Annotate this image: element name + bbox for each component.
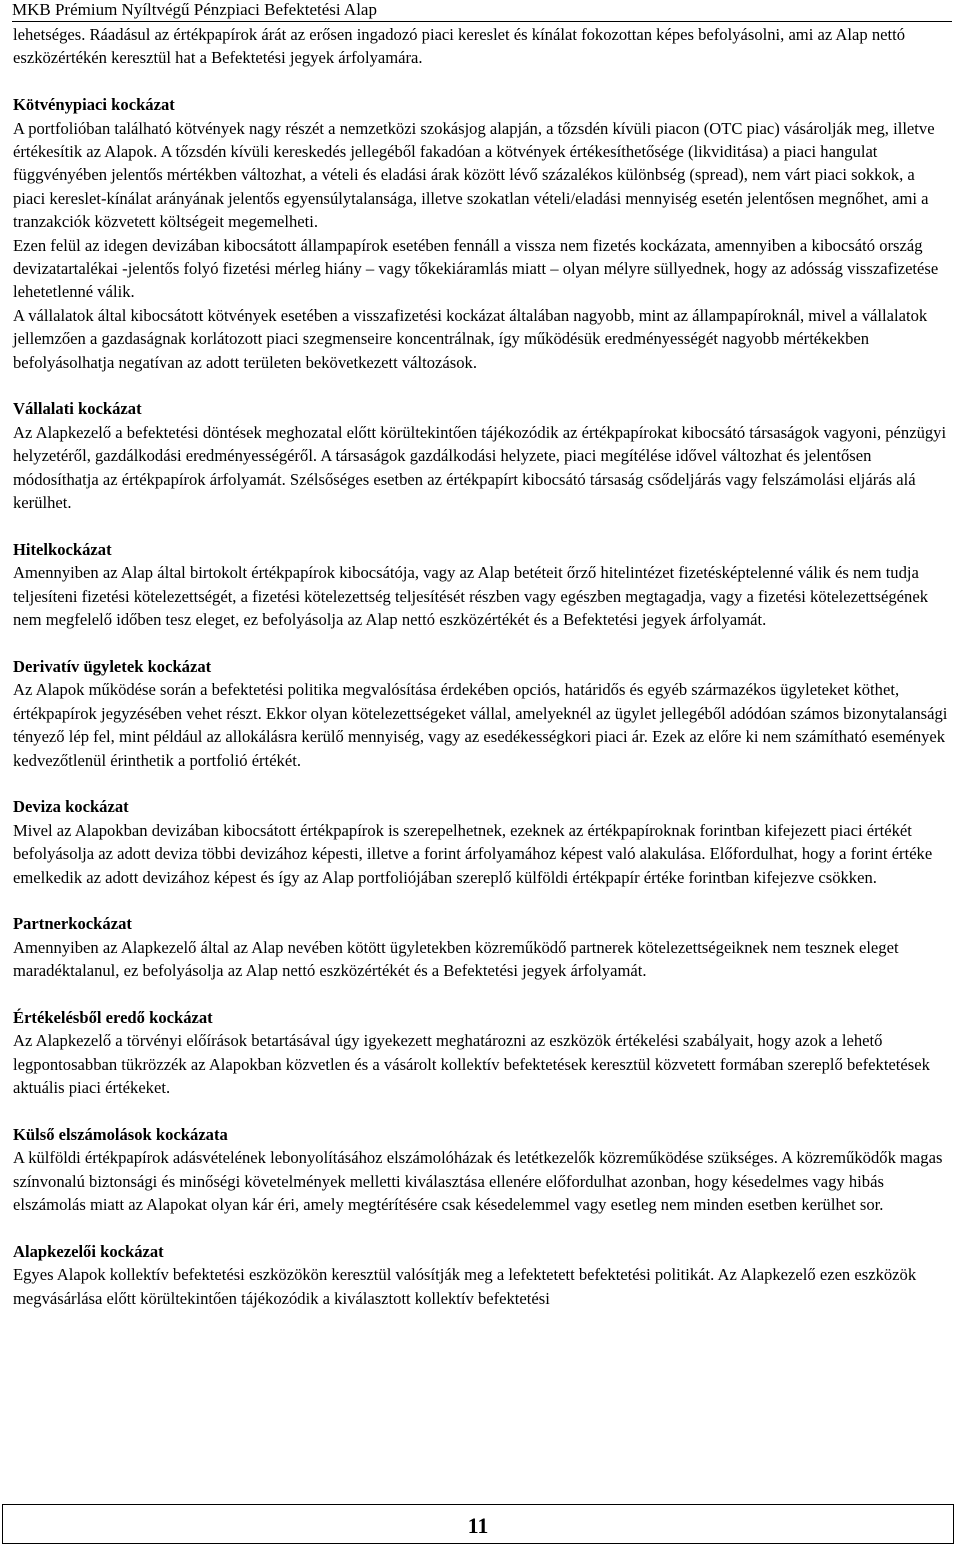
document-body — [13, 23, 949, 1310]
section-title: Deviza kockázat — [13, 797, 129, 817]
section-title: Hitelkockázat — [13, 539, 112, 559]
section-vallalati-kockazat — [13, 397, 949, 514]
section-title: Külső elszámolások kockázata — [13, 1124, 228, 1144]
section-alapkezeloi-kockazat — [13, 1240, 949, 1310]
section-kulso-elszamolasok-kockazata — [13, 1123, 949, 1217]
section-derivativ-ugyletek-kockazat — [13, 655, 949, 772]
intro-paragraph: lehetséges. Ráadásul az értékpapírok árát az erősen ingadozó piaci kereslet és kínálat fokozottan képes befolyásolni, ami az Alap nettó eszközértékén keresztül hat a Befektetési jegyek árfolyamára. — [13, 25, 906, 68]
document-header — [12, 0, 952, 22]
section-paragraph: A vállalatok által kibocsátott kötvények esetében a visszafizetési kockázat általában nagyobb, mint az állampapíroknál, mivel a vállalatok jellemzően a gazdaságnak korlátozott piaci szegmenseire koncentrálnak, így működésük eredményességét nagyobb mértékekben befolyásolhatja negatívan az adott területen bekövetkezett változások. — [13, 305, 928, 372]
page-number: 11 — [467, 1513, 489, 1538]
section-deviza-kockazat — [13, 795, 949, 889]
section-title: Értékelésből eredő kockázat — [13, 1007, 213, 1027]
section-paragraph: Az Alapok működése során a befektetési politika megvalósítása érdekében opciós, határidős és egyéb származékos ügyleteket köthet, értékpapírok jegyzésében vehet részt. Ekkor olyan kötelezettségeket vállal, amelyeknél az ügylet jellegéből adódóan számos bizonytalansági tényező lép fel, mint például az allokálásra kerülő mennyiség, vagy az esedékességkori piaci ár. Ezek az előre ki nem számítható események kedvezőtlenül érinthetik a portfolió értékét. — [13, 680, 948, 770]
section-title: Derivatív ügyletek kockázat — [13, 656, 212, 676]
section-hitelkockazat — [13, 538, 949, 632]
section-paragraph: A külföldi értékpapírok adásvételének lebonyolításához elszámolóházak és letétkezelők közreműködése szükséges. A közreműködők magas színvonalú biztonsági és minőségi követelmények melletti kiválasztása ellenére előfordulhat azonban, hogy késedelmes vagy hibás elszámolás miatt az Alapokat olyan kár éri, amely megtérítésére csak késedelemmel vagy esetleg nem minden esetben kerülhet sor. — [13, 1148, 943, 1215]
section-paragraph: Amennyiben az Alapkezelő által az Alap nevében kötött ügyletekben közreműködő partnerek kötelezettségeiknek nem tesznek eleget maradéktalanul, ez befolyásolja az Alap nettó eszközértékét és a Befektetési jegyek árfolyamát. — [13, 937, 899, 981]
section-partnerkockazat — [13, 912, 949, 982]
section-title: Vállalati kockázat — [13, 399, 142, 419]
section-title: Kötvénypiaci kockázat — [13, 95, 175, 115]
section-paragraph: Egyes Alapok kollektív befektetési eszközökön keresztül valósítják meg a lefektetett befektetési politikát. Az Alapkezelő ezen eszközök megvásárlása előtt körültekintően tájékozódik a kiválasztott kollektív befektetési — [13, 1265, 917, 1308]
section-kotvenypiaci-kockazat — [13, 93, 949, 374]
section-paragraph: A portfolióban található kötvények nagy részét a nemzetközi szokásjog alapján, a tőzsdén kívüli piacon (OTC piac) vásárolják meg, illetve értékesítik az Alapok. A tőzsdén kívüli kereskedés jellegéből fakadóan a kötvények értékesíthetősége (likviditása) a piaci hangulat függvényében jelentős mértékben változhat, a vételi és eladási árak között lévő százalékos különbség (spread), nem várt piaci sokkok, a piaci kereslet-kínálat arányának jelentős egyensúlytalansága, illetve szokatlan vételi/eladási mennyiség esetén jelentősen megnőhet, ami a tranzakciók közvetett költségeit megemelheti. — [13, 118, 935, 232]
section-paragraph: Ezen felül az idegen devizában kibocsátott állampapírok esetében fennáll a vissza nem fizetés kockázata, amennyiben a kibocsátó ország devizatartalékai -jelentős folyó fizetési mérleg hiány – vagy tőkekiáramlás miatt – olyan mélyre süllyednek, hogy az adósság visszafizetése lehetetlenné válik. — [13, 235, 939, 302]
section-ertekelesbol-eredo-kockazat — [13, 1006, 949, 1100]
section-title: Alapkezelői kockázat — [13, 1241, 164, 1261]
section-paragraph: Mivel az Alapokban devizában kibocsátott értékpapírok is szerepelhetnek, ezeknek az értékpapíroknak forintban kifejezett piaci értékét befolyásolja az adott deviza többi devizához képesti, illetve a forint árfolyamához képest való alakulása. Előfordulhat, hogy a forint értéke emelkedik az adott devizához képest és így az Alap portfoliójában szereplő külföldi értékpapír értéke forintban kifejezve csökken. — [13, 820, 933, 887]
header-title: MKB Prémium Nyíltvégű Pénzpiaci Befektetési Alap — [12, 0, 377, 19]
page-footer — [2, 1504, 954, 1544]
section-paragraph: Az Alapkezelő a befektetési döntések meghozatal előtt körültekintően tájékozódik az értékpapírokat kibocsátó társaságok vagyoni, pénzügyi helyzetéről, gazdálkodási eredményességéről. A társaságok gazdálkodási helyzete, piaci megítélése idővel változhat és jelentősen módosíthatja az értékpapírok árfolyamát. Szélsőséges esetben az értékpapírt kibocsátó társaság csődeljárás vagy felszámolási eljárás alá kerülhet. — [13, 422, 947, 513]
section-title: Partnerkockázat — [13, 914, 132, 934]
section-paragraph: Az Alapkezelő a törvényi előírások betartásával úgy igyekezett meghatározni az eszközök értékelési szabályait, hogy azok a lehető legpontosabban tükrözzék az Alapokban közvetlen és a vásárolt kollektív befektetések keresztül közvetett formában szereplő befektetések aktuális piaci értékeket. — [13, 1031, 930, 1098]
section-paragraph: Amennyiben az Alap által birtokolt értékpapírok kibocsátója, vagy az Alap betéteit őrző hitelintézet fizetésképtelenné válik és nem tudja teljesíteni fizetési kötelezettségét, a fizetési kötelezettség teljesítését részben vagy egészben megtagadja, vagy a fizetési kötelezettségének nem megfelelő időben tesz eleget, ez befolyásolja az Alap nettó eszközértékét és a Befektetési jegyek árfolyamát. — [13, 563, 928, 630]
